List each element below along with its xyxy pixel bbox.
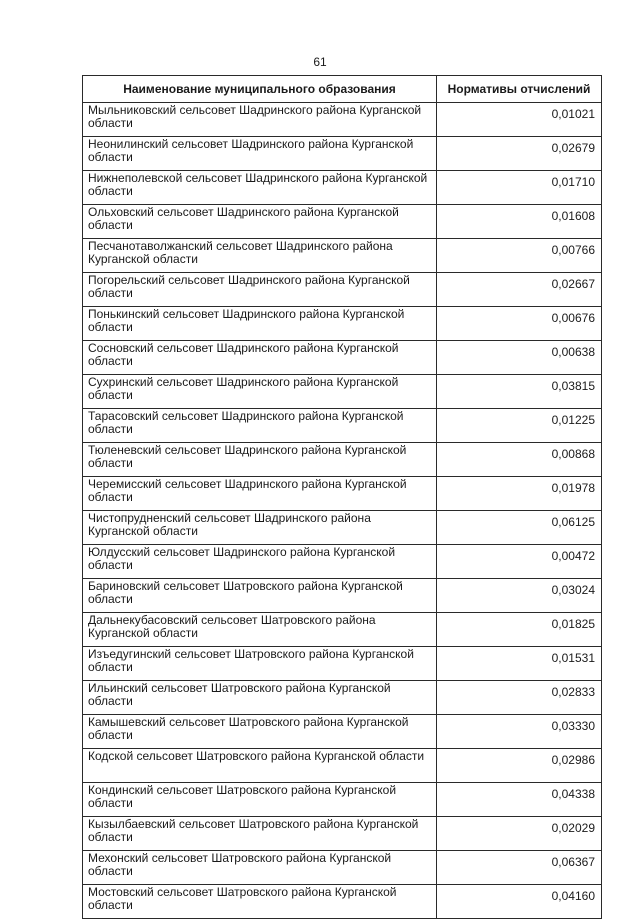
table-row bbox=[83, 443, 602, 477]
table-row bbox=[83, 851, 602, 885]
table-row bbox=[83, 511, 602, 545]
allocation-norm-cell: 0,01608 bbox=[437, 205, 602, 239]
header-allocation-norm: Нормативы отчислений bbox=[437, 76, 602, 103]
table-row bbox=[83, 477, 602, 511]
municipality-name-cell: Дальнекубасовский сельсовет Шатровского района Курганской области bbox=[83, 613, 437, 647]
allocation-norm-cell: 0,02667 bbox=[437, 273, 602, 307]
municipality-name-cell: Бариновский сельсовет Шатровского района Курганской области bbox=[83, 579, 437, 613]
allocation-norm-cell: 0,01531 bbox=[437, 647, 602, 681]
municipality-name-cell: Чистопрудненский сельсовет Шадринского района Курганской области bbox=[83, 511, 437, 545]
municipality-name-cell: Мостовский сельсовет Шатровского района Курганской области bbox=[83, 885, 437, 919]
table-row bbox=[83, 647, 602, 681]
table-row bbox=[83, 681, 602, 715]
allocation-norm-cell: 0,00472 bbox=[437, 545, 602, 579]
table-row bbox=[83, 341, 602, 375]
table-row bbox=[83, 613, 602, 647]
allocation-norm-cell: 0,01021 bbox=[437, 103, 602, 137]
municipality-name-cell: Сосновский сельсовет Шадринского района Курганской области bbox=[83, 341, 437, 375]
table-row bbox=[83, 137, 602, 171]
table-row bbox=[83, 171, 602, 205]
page-number: 61 bbox=[313, 55, 327, 69]
municipality-name-cell: Погорельский сельсовет Шадринского района Курганской области bbox=[83, 273, 437, 307]
municipality-name-cell: Сухринский сельсовет Шадринского района Курганской области bbox=[83, 375, 437, 409]
allocation-norm-cell: 0,02986 bbox=[437, 749, 602, 783]
header-municipality-name: Наименование муниципального образования bbox=[83, 76, 437, 103]
table-row bbox=[83, 545, 602, 579]
municipality-name-cell: Камышевский сельсовет Шатровского района Курганской области bbox=[83, 715, 437, 749]
municipality-name-cell: Мехонский сельсовет Шатровского района Курганской области bbox=[83, 851, 437, 885]
table-row bbox=[83, 273, 602, 307]
table-row bbox=[83, 783, 602, 817]
allocation-table bbox=[82, 75, 602, 919]
table-row bbox=[83, 817, 602, 851]
allocation-norm-cell: 0,03024 bbox=[437, 579, 602, 613]
table-body bbox=[83, 103, 602, 919]
municipality-name-cell: Нижнеполевской сельсовет Шадринского района Курганской области bbox=[83, 171, 437, 205]
allocation-norm-cell: 0,01978 bbox=[437, 477, 602, 511]
table-row bbox=[83, 715, 602, 749]
allocation-norm-cell: 0,04338 bbox=[437, 783, 602, 817]
municipality-name-cell: Понькинский сельсовет Шадринского района Курганской области bbox=[83, 307, 437, 341]
allocation-norm-cell: 0,02833 bbox=[437, 681, 602, 715]
allocation-norm-cell: 0,03815 bbox=[437, 375, 602, 409]
table-row bbox=[83, 885, 602, 919]
table-row bbox=[83, 103, 602, 137]
table-row bbox=[83, 239, 602, 273]
allocation-norm-cell: 0,04160 bbox=[437, 885, 602, 919]
allocation-norm-cell: 0,00676 bbox=[437, 307, 602, 341]
table-row bbox=[83, 205, 602, 239]
table-row bbox=[83, 409, 602, 443]
table-row bbox=[83, 579, 602, 613]
table-header-row bbox=[83, 76, 602, 103]
allocation-norm-cell: 0,00868 bbox=[437, 443, 602, 477]
municipality-name-cell: Тарасовский сельсовет Шадринского района Курганской области bbox=[83, 409, 437, 443]
municipality-name-cell: Тюленевский сельсовет Шадринского района Курганской области bbox=[83, 443, 437, 477]
table-row bbox=[83, 749, 602, 783]
municipality-name-cell: Кызылбаевский сельсовет Шатровского района Курганской области bbox=[83, 817, 437, 851]
allocation-norm-cell: 0,02679 bbox=[437, 137, 602, 171]
municipality-name-cell: Неонилинский сельсовет Шадринского района Курганской области bbox=[83, 137, 437, 171]
municipality-name-cell: Кондинский сельсовет Шатровского района Курганской области bbox=[83, 783, 437, 817]
allocation-norm-cell: 0,01825 bbox=[437, 613, 602, 647]
municipality-name-cell: Кодской сельсовет Шатровского района Курганской области bbox=[83, 749, 437, 783]
municipality-name-cell: Юлдусский сельсовет Шадринского района Курганской области bbox=[83, 545, 437, 579]
municipality-name-cell: Ильинский сельсовет Шатровского района Курганской области bbox=[83, 681, 437, 715]
allocation-norm-cell: 0,01225 bbox=[437, 409, 602, 443]
allocation-norm-cell: 0,03330 bbox=[437, 715, 602, 749]
allocation-norm-cell: 0,01710 bbox=[437, 171, 602, 205]
allocation-norm-cell: 0,00766 bbox=[437, 239, 602, 273]
allocation-norm-cell: 0,06125 bbox=[437, 511, 602, 545]
municipality-name-cell: Ольховский сельсовет Шадринского района Курганской области bbox=[83, 205, 437, 239]
municipality-name-cell: Черемисский сельсовет Шадринского района Курганской области bbox=[83, 477, 437, 511]
table-row bbox=[83, 307, 602, 341]
table-row bbox=[83, 375, 602, 409]
allocation-norm-cell: 0,00638 bbox=[437, 341, 602, 375]
municipality-name-cell: Мыльниковский сельсовет Шадринского района Курганской области bbox=[83, 103, 437, 137]
allocation-norm-cell: 0,02029 bbox=[437, 817, 602, 851]
municipality-name-cell: Изъедугинский сельсовет Шатровского района Курганской области bbox=[83, 647, 437, 681]
allocation-norm-cell: 0,06367 bbox=[437, 851, 602, 885]
municipality-name-cell: Песчанотаволжанский сельсовет Шадринского района Курганской области bbox=[83, 239, 437, 273]
